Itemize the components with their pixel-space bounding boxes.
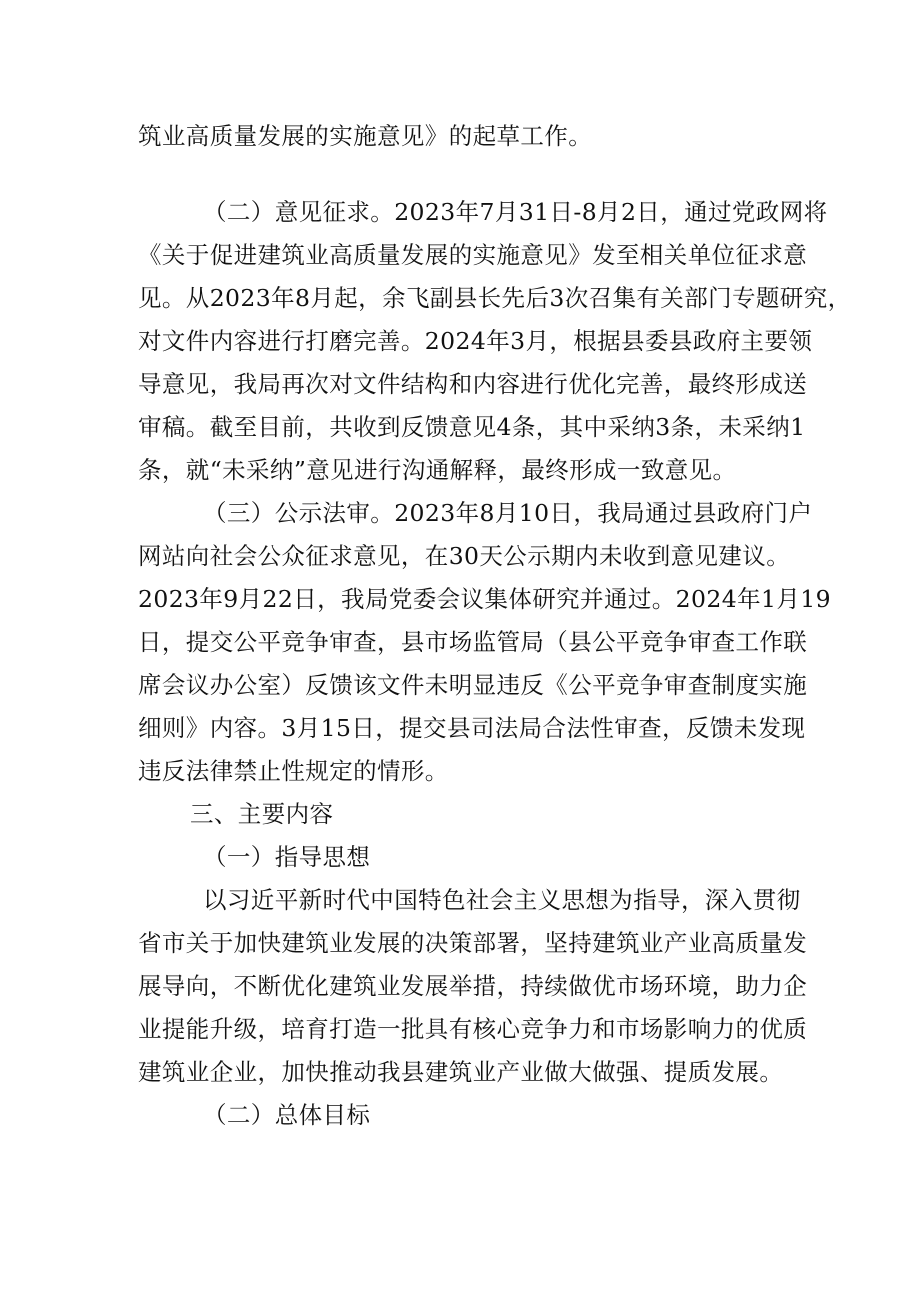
text-line-7: 审稿。截至目前，共收到反馈意见4条，其中采纳3条，未采纳1 [138,413,806,441]
text-line-6: 导意见，我局再次对文件结构和内容进行优化完善，最终形成送 [138,370,808,398]
text-line-21: 业提能升级，培育打造一批具有核心竞争力和市场影响力的优质 [138,1015,808,1043]
text-line-10: 网站向社会公众征求意见，在30天公示期内未收到意见建议。 [138,542,791,570]
text-line-11: 2023年9月22日，我局党委会议集体研究并通过。2024年1月19 [138,585,831,613]
text-line-14: 细则》内容。3月15日，提交县司法局合法性审查，反馈未发现 [138,714,806,742]
text-line-8: 条，就“未采纳”意见进行沟通解释，最终形成一致意见。 [138,456,737,484]
text-line-3: 《关于促进建筑业高质量发展的实施意见》发至相关单位征求意 [138,241,808,269]
text-line-9: （三）公示法审。2023年8月10日，我局通过县政府门户 [203,499,813,527]
text-line-5: 对文件内容进行打磨完善。2024年3月，根据县委县政府主要领 [138,327,813,355]
text-line-2: （二）意见征求。2023年7月31日-8月2日，通过党政网将 [203,198,828,226]
text-line-19: 省市关于加快建筑业发展的决策部署，坚持建筑业产业高质量发 [138,929,808,957]
text-line-20: 展导向，不断优化建筑业发展举措，持续做优市场环境，助力企 [138,972,808,1000]
text-line-18: 以习近平新时代中国特色社会主义思想为指导，深入贯彻 [203,886,801,914]
subsection-heading-2: （二）总体目标 [203,1101,371,1129]
section-heading: 三、主要内容 [190,800,334,828]
text-line-1: 筑业高质量发展的实施意见》的起草工作。 [138,122,593,150]
text-line-12: 日，提交公平竞争审查，县市场监管局（县公平竞争审查工作联 [138,628,808,656]
text-line-22: 建筑业企业，加快推动我县建筑业产业做大做强、提质发展。 [138,1058,784,1086]
text-line-4: 见。从2023年8月起，余飞副县长先后3次召集有关部门专题研究， [138,284,852,312]
text-line-15: 违反法律禁止性规定的情形。 [138,757,449,785]
subsection-heading-1: （一）指导思想 [203,843,371,871]
text-line-13: 席会议办公室）反馈该文件未明显违反《公平竞争审查制度实施 [138,671,808,699]
